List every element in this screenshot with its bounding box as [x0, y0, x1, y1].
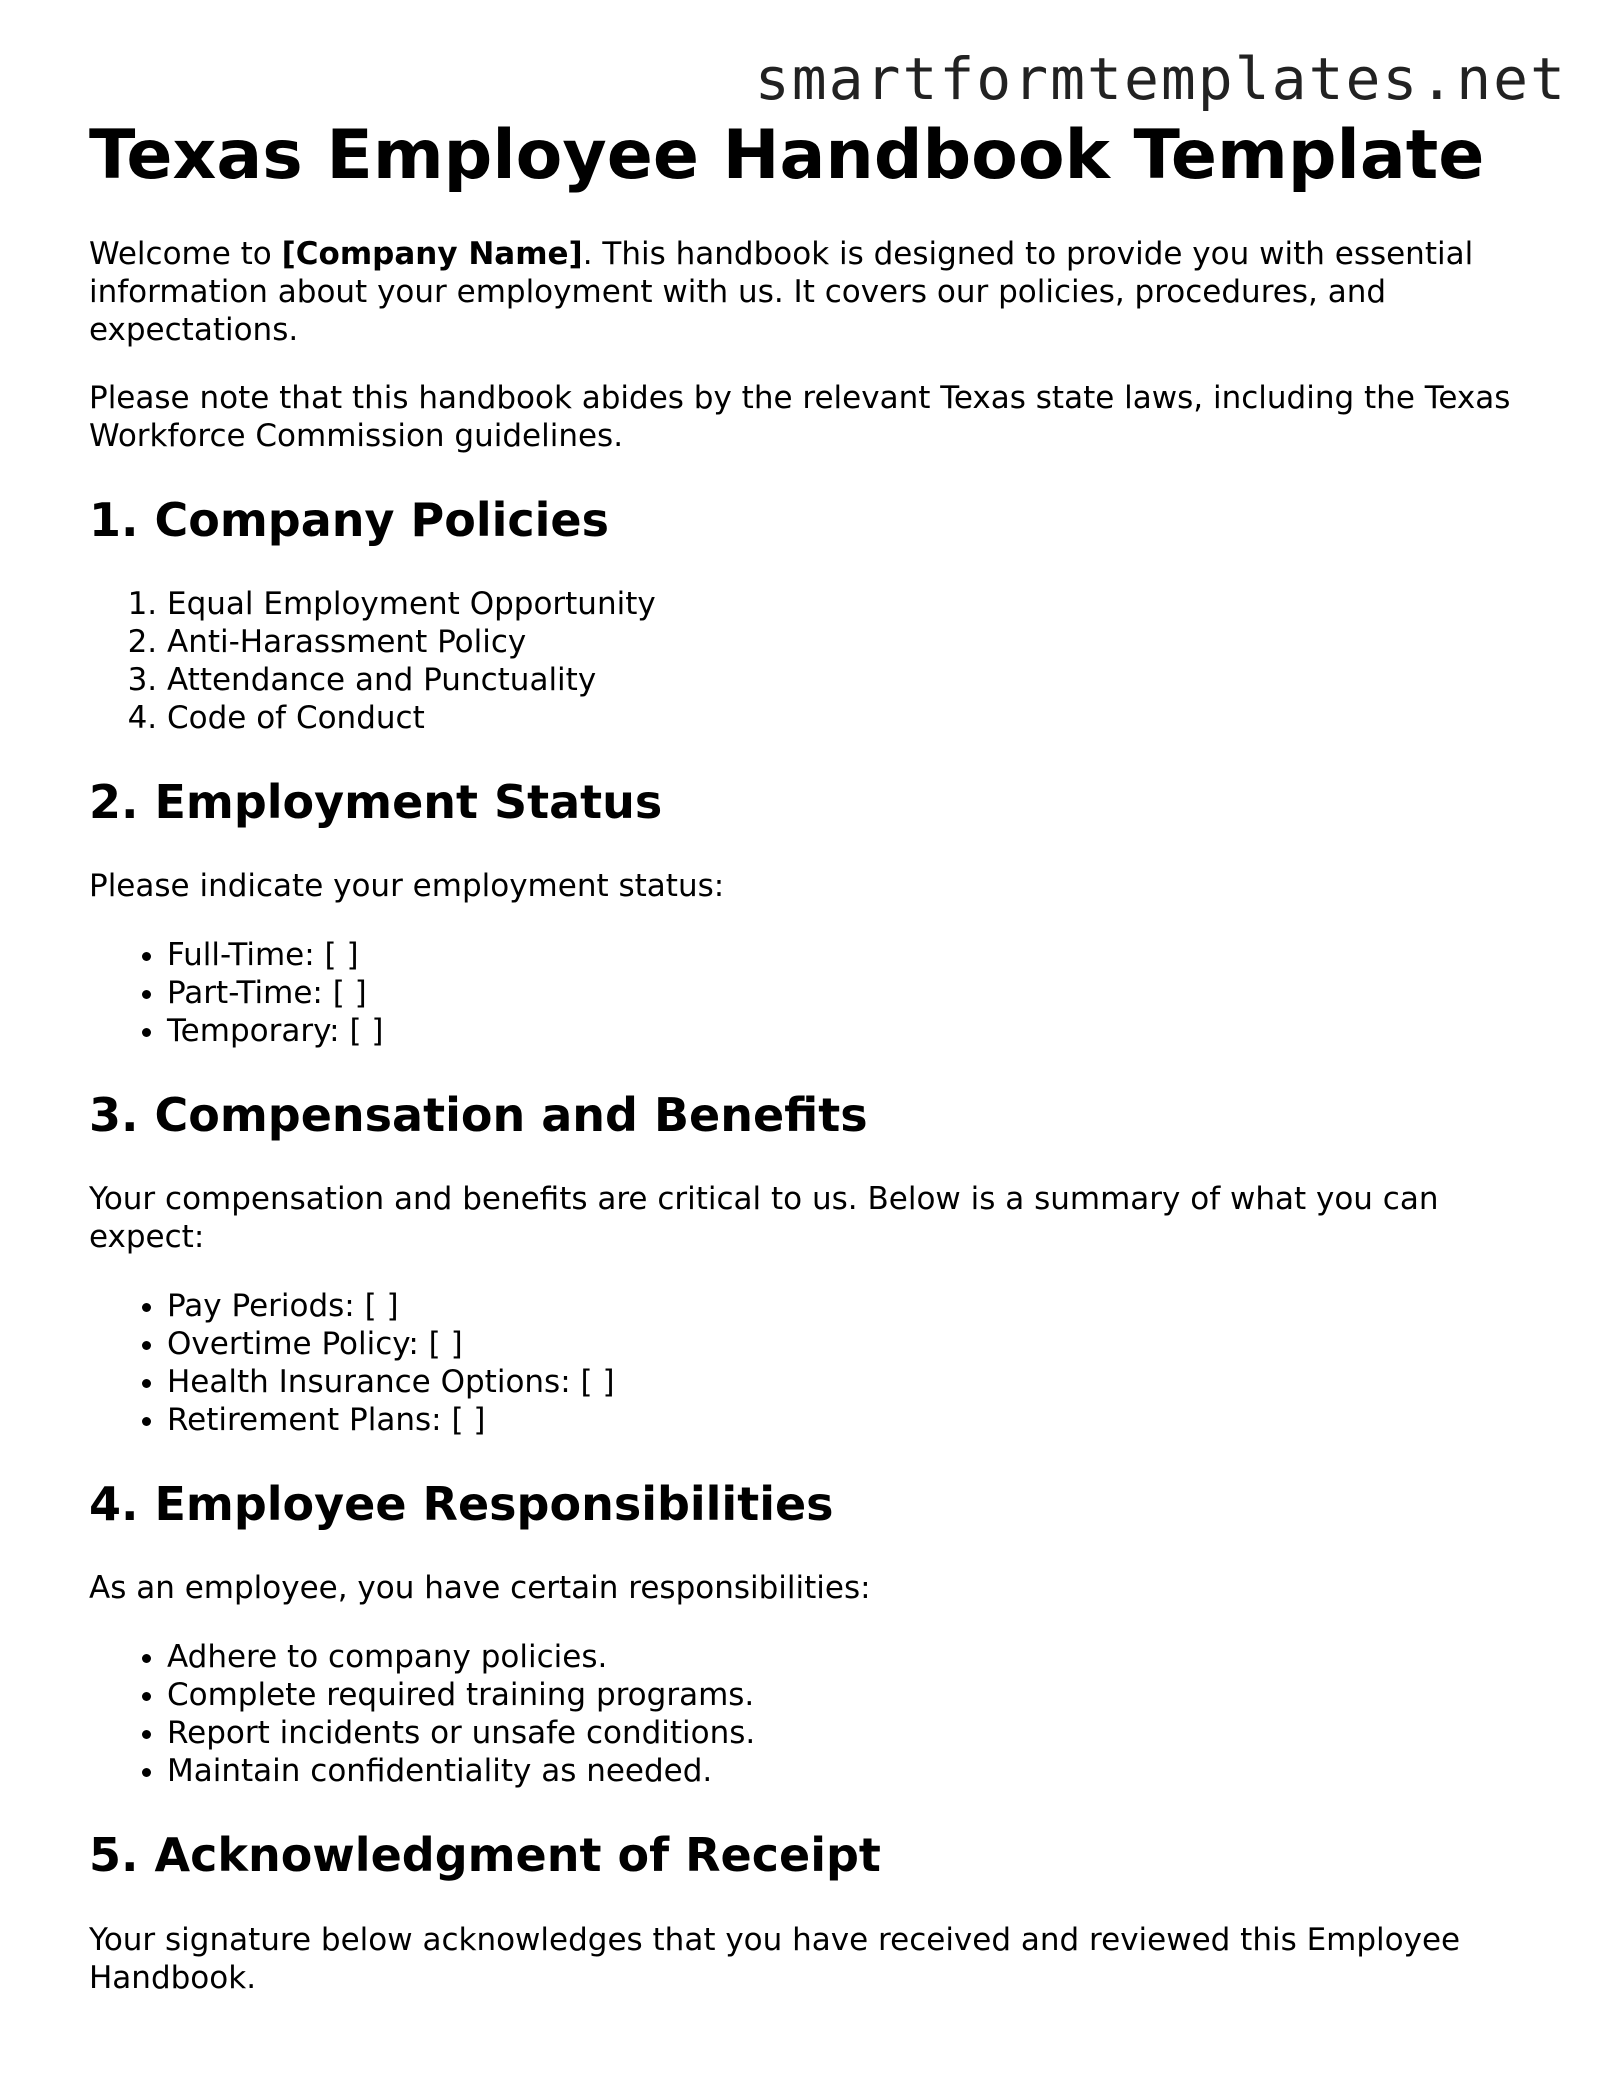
status-list [89, 936, 1539, 1050]
section-heading-acknowledgment: 5. Acknowledgment of Receipt [89, 1828, 881, 1883]
document-title: Texas Employee Handbook Template [89, 116, 1485, 195]
law-note: Please note that this handbook abides by the relevant Texas state laws, including the Texas Workforce Commission guidelines. [89, 379, 1511, 454]
section-heading-responsibilities: 4. Employee Responsibilities [89, 1477, 834, 1532]
acknowledgment-text: Your signature below acknowledges that you have received and reviewed this Employee Handbook. [89, 1921, 1461, 1996]
section-heading-policies: 1. Company Policies [89, 492, 609, 547]
responsibilities-list [89, 1638, 1539, 1790]
intro-paragraph [89, 235, 1539, 349]
policies-list [89, 585, 1539, 737]
welcome-prefix: Welcome to [89, 235, 282, 272]
list-item: 4. Code of Conduct [167, 699, 1539, 737]
list-item: • Complete required training programs. [167, 1676, 1539, 1714]
document-page [89, 115, 1539, 1997]
watermark: smartformtemplates.net [754, 45, 1567, 113]
list-item: • Temporary: [ ] [167, 1012, 1539, 1050]
compensation-list [89, 1287, 1539, 1439]
list-item: • Full-Time: [ ] [167, 936, 1539, 974]
status-text: Please indicate your employment status: [89, 867, 725, 904]
responsibilities-text: As an employee, you have certain responsibilities: [89, 1570, 871, 1607]
list-item: • Maintain confidentiality as needed. [167, 1752, 1539, 1790]
list-item: • Adhere to company policies. [167, 1638, 1539, 1676]
list-item: • Pay Periods: [ ] [167, 1287, 1539, 1325]
list-item: 2. Anti-Harassment Policy [167, 623, 1539, 661]
list-item: • Report incidents or unsafe conditions. [167, 1714, 1539, 1752]
list-item: 3. Attendance and Punctuality [167, 661, 1539, 699]
list-item: • Overtime Policy: [ ] [167, 1325, 1539, 1363]
section-heading-compensation: 3. Compensation and Benefits [89, 1087, 868, 1142]
compensation-text: Your compensation and benefits are critical to us. Below is a summary of what you can expect: [89, 1181, 1439, 1256]
welcome-suffix: . This handbook is designed to provide you with essential information about your employment with us. It covers our policies, procedures, and expectations. [89, 235, 1474, 348]
company-name-placeholder: [Company Name] [281, 235, 583, 272]
list-item: 1. Equal Employment Opportunity [167, 585, 1539, 623]
list-item: • Retirement Plans: [ ] [167, 1401, 1539, 1439]
list-item: • Health Insurance Options: [ ] [167, 1363, 1539, 1401]
section-heading-status: 2. Employment Status [89, 774, 663, 829]
list-item: • Part-Time: [ ] [167, 974, 1539, 1012]
